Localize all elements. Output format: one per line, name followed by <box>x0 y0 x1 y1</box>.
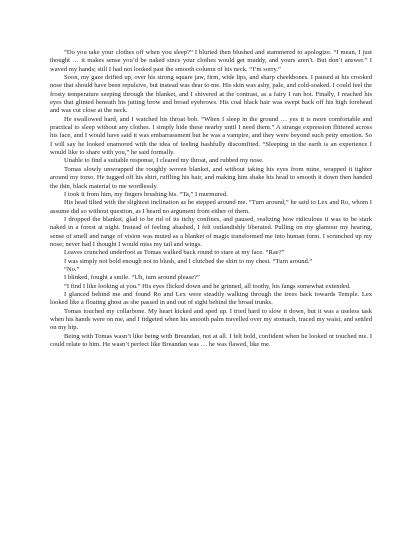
paragraph: “Do you take your clothes off when you sleep?” I blurted then blushed and stammered to apologize. “I mean, I just thought … it makes sense you’d be naked since your clothes would get muddy, and yours aren’t. But don’t answer.” I waved my hands; still I had not looked past the smooth column of his neck. “I’m sorry.” <box>50 49 372 73</box>
paragraph: Leaves crunched underfoot as Tomas walked back round to stare at my face. “Rae?” <box>64 249 285 257</box>
paragraph: I was simply not bold enough not to blush, and I clutched the shirt to my chest. “Turn around.” <box>64 257 313 265</box>
paragraph: Being with Tomas wasn’t like being with Breandan, not at all. I felt bold, confident when he looked or touched me. I could relate to him. He wasn’t perfect like Breandan was … he was flawed, like me. <box>50 332 372 349</box>
paragraph: I took it from him, my fingers brushing his. “Ta,” I murmured. <box>64 190 228 198</box>
paragraph: Unable to find a suitable response, I cleared my throat, and rubbed my nose. <box>64 157 264 165</box>
paragraph: “No.” <box>64 265 80 273</box>
paragraph: Tomas touched my collarbone. My heart kicked and sped up. I tried hard to slow it down, but it was a useless task when his hands were on me, and I fidgeted when his smooth palm travelled over my stomach, traced my waist, and settled on my hip. <box>50 307 372 332</box>
paragraph: His head tilted with the slightest inclination as he stepped around me. “Turn around,” he said to Lex and Ro, whom I assume did so without question, as I heard no argument from either of them. <box>50 199 372 215</box>
book-page-text <box>50 49 372 349</box>
paragraph: Tomas slowly unwrapped the roughly woven blanket, and without taking his eyes from mine, wrapped it tighter around my torso. He tugged off his shirt, ruffling his hair, and making him shake his head to smooth it down then handed the thin, black material to me wordlessly. <box>50 165 372 190</box>
paragraph: I glanced behind me and found Ro and Lex were steadily walking through the trees back towards Temple. Lex looked like a floating ghost as she passed in and out of sight behind the broad trunks. <box>50 290 372 307</box>
paragraph: “I find I like looking at you.” His eyes flicked down and he grinned, all toothy, his fangs somewhat extended. <box>64 282 351 290</box>
paragraph: I blinked, fought a smile. “Uh, turn around please?” <box>64 274 200 282</box>
paragraph: Soon, my gaze drifted up, over his strong square jaw, firm, wide lips, and sharp cheekbones. I paused at his crooked nose that should have been repulsive, but instead was dear to me. His skin was ashy, pale, and cold-soaked. I could feel the frosty temperature seeping through the blanket, and I shivered at the contrast, as a fairy I ran hot. Finally, I reached his eyes that glinted beneath his jutting brow and broad eyebrows. His coal black hair was swept back off his high forehead and was cut close at the neck. <box>50 74 372 115</box>
paragraph: I dropped the blanket, glad to be rid of its itchy confines, and paused, realizing how ridiculous it was to be stark naked in a forest at night. Instead of feeling abashed, I felt outlandishly liberated. Pulling on my glamour my hearing, sense of smell and range of vision was muted as a blanket of magic transformed me into human form. I scrunched up my nose; never had I thought I would miss my tail and wings. <box>50 215 372 248</box>
paragraph: He swallowed hard, and I watched his throat bob. “When I sleep in the ground … yes it is more comfortable and practical to sleep without any clothes. I simply hide these nearby until I need them.” A strange expression flittered across his face, and I would have said it was embarrassment but he was a vampire, and they were beyond such petty emotion. So I will say he looked enamored with the idea of feeling bashfully discomfited. “Sleeping in the earth is an experience I would like to share with you,” he said formally. <box>50 115 372 157</box>
